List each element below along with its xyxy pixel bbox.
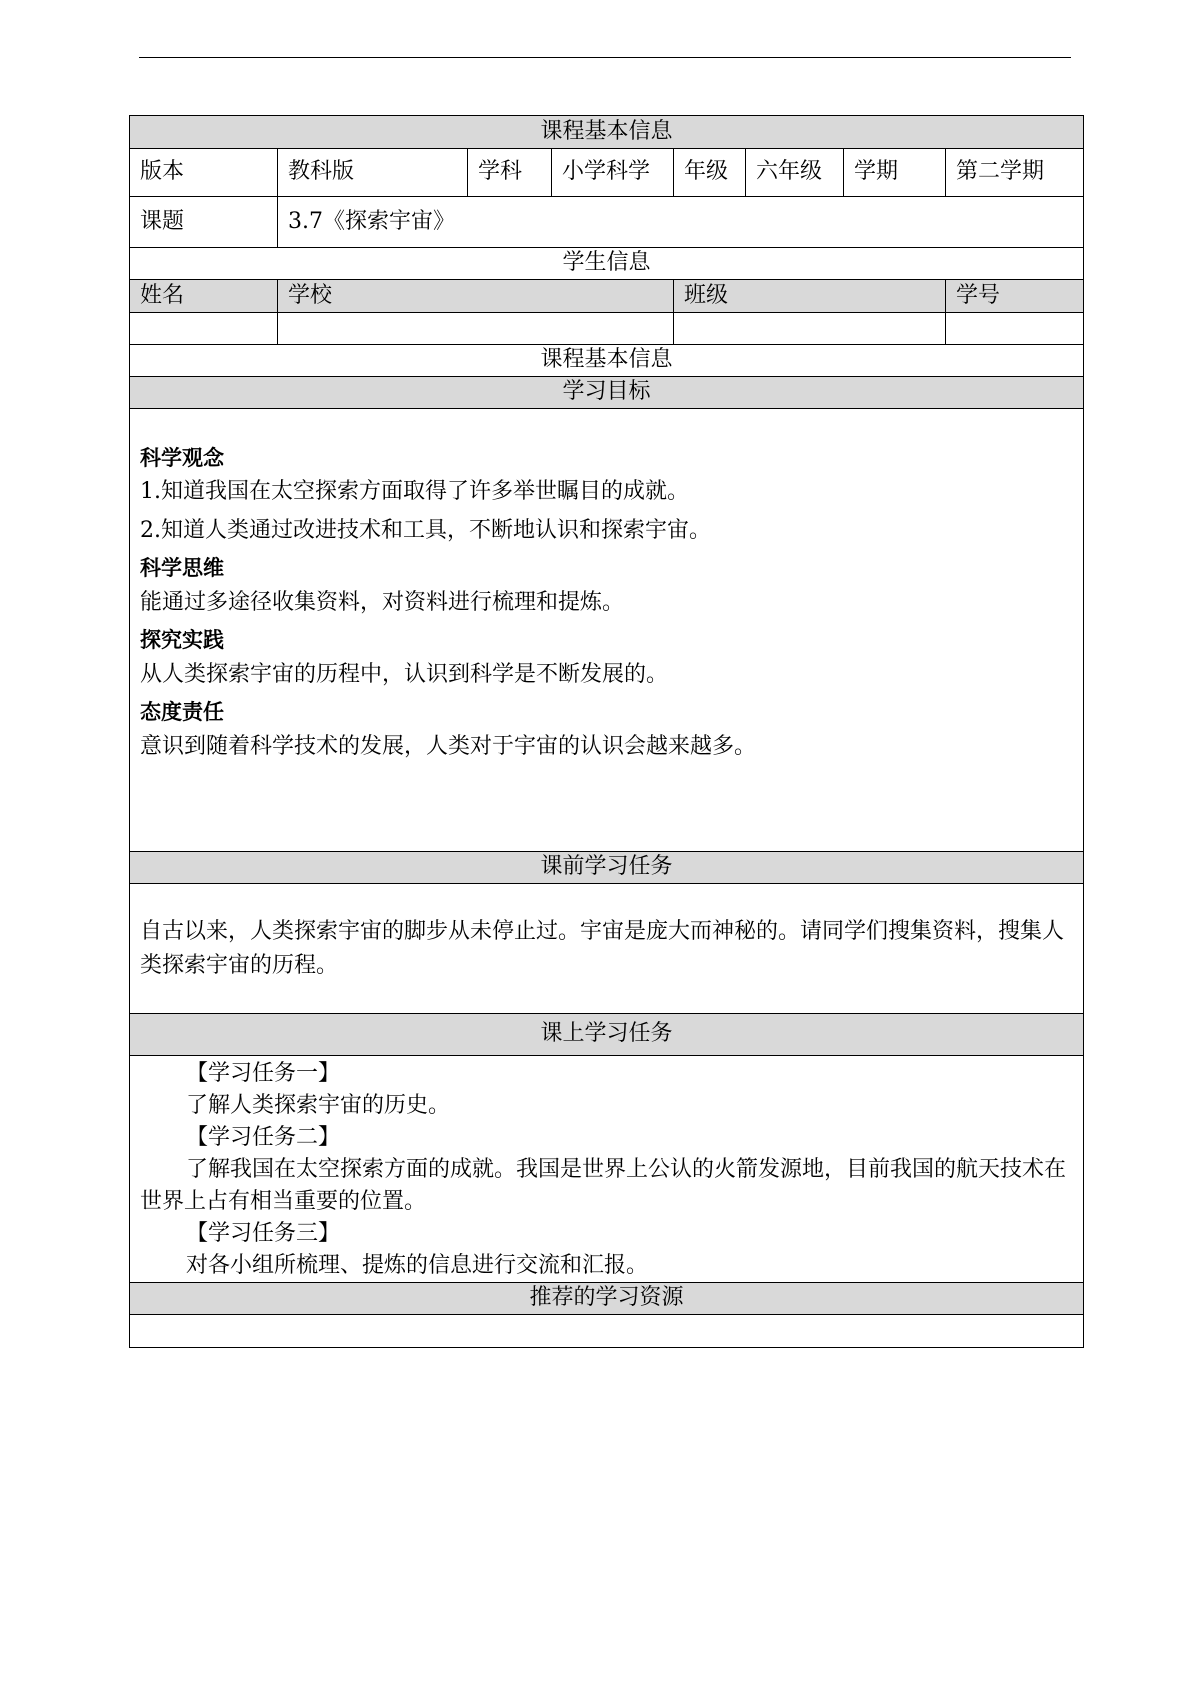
in-class-header-row: [130, 1014, 1084, 1056]
pre-class-body-row: [130, 884, 1084, 1014]
resources-body: [130, 1315, 1084, 1348]
task-3-label: 【学习任务三】: [186, 1221, 341, 1246]
task-1-text: 了解人类探索宇宙的历史。: [186, 1093, 451, 1118]
name-label: 姓名: [130, 280, 278, 313]
in-class-body: [130, 1056, 1084, 1283]
task-3-text: 对各小组所梳理、提炼的信息进行交流和汇报。: [186, 1253, 649, 1278]
objective-title-2: 科学思维: [140, 556, 224, 581]
objective-title-1: 科学观念: [140, 446, 224, 470]
task-2-label: 【学习任务二】: [186, 1125, 341, 1150]
objective-line-3-1: 从人类探索宇宙的历程中，认识到科学是不断发展的。: [140, 661, 669, 687]
pre-class-text: 自古以来，人类探索宇宙的脚步从未停止过。宇宙是庞大而神秘的。请同学们搜集资料，搜集人类探索宇宙的历程。: [130, 884, 1084, 1014]
course-info-header-row: [130, 116, 1084, 149]
subject-value: 小学科学: [552, 149, 674, 197]
student-number-label: 学号: [946, 280, 1084, 313]
objective-line-1-1: 1.知道我国在太空探索方面取得了许多举世瞩目的成就。: [140, 479, 689, 505]
class-field[interactable]: [674, 313, 946, 345]
school-field[interactable]: [278, 313, 674, 345]
edition-value: 教科版: [278, 149, 468, 197]
student-info-header-row: [130, 248, 1084, 280]
header-rule: [139, 57, 1071, 58]
course-info-header-row-2: [130, 345, 1084, 377]
objectives-body-row: [130, 409, 1084, 852]
grade-value: 六年级: [746, 149, 844, 197]
resources-header-row: [130, 1283, 1084, 1315]
task-2-text: 了解我国在太空探索方面的成就。我国是世界上公认的火箭发源地，目前我国的航天技术在世界上占有相当重要的位置。: [140, 1157, 1067, 1214]
objective-line-4-1: 意识到随着科学技术的发展，人类对于宇宙的认识会越来越多。: [140, 733, 757, 759]
course-form-table: [129, 115, 1084, 1348]
course-info-header-2: 课程基本信息: [130, 345, 1084, 377]
subject-label: 学科: [468, 149, 552, 197]
course-info-header: 课程基本信息: [130, 116, 1084, 149]
task-1-label: 【学习任务一】: [186, 1061, 341, 1086]
objective-title-4: 态度责任: [140, 700, 224, 725]
term-label: 学期: [844, 149, 946, 197]
student-values-row: [130, 313, 1084, 345]
resources-header: 推荐的学习资源: [130, 1283, 1084, 1315]
objective-title-3: 探究实践: [140, 628, 224, 653]
student-labels-row: [130, 280, 1084, 313]
objectives-header: 学习目标: [130, 377, 1084, 409]
topic-row: [130, 197, 1084, 248]
student-number-field[interactable]: [946, 313, 1084, 345]
class-label: 班级: [674, 280, 946, 313]
term-value: 第二学期: [946, 149, 1084, 197]
in-class-body-row: [130, 1056, 1084, 1283]
topic-value: 3.7《探索宇宙》: [278, 197, 1084, 248]
name-field[interactable]: [130, 313, 278, 345]
objectives-header-row: [130, 377, 1084, 409]
pre-class-header-row: [130, 852, 1084, 884]
school-label: 学校: [278, 280, 674, 313]
grade-label: 年级: [674, 149, 746, 197]
objectives-body: [130, 409, 1084, 852]
pre-class-header: 课前学习任务: [130, 852, 1084, 884]
student-info-header: 学生信息: [130, 248, 1084, 280]
resources-body-row: [130, 1315, 1084, 1348]
objective-line-2-1: 能通过多途径收集资料，对资料进行梳理和提炼。: [140, 589, 625, 615]
in-class-header: 课上学习任务: [130, 1014, 1084, 1056]
topic-label: 课题: [130, 197, 278, 248]
edition-label: 版本: [130, 149, 278, 197]
objective-line-1-2: 2.知道人类通过改进技术和工具，不断地认识和探索宇宙。: [140, 517, 711, 543]
course-meta-row: [130, 149, 1084, 197]
